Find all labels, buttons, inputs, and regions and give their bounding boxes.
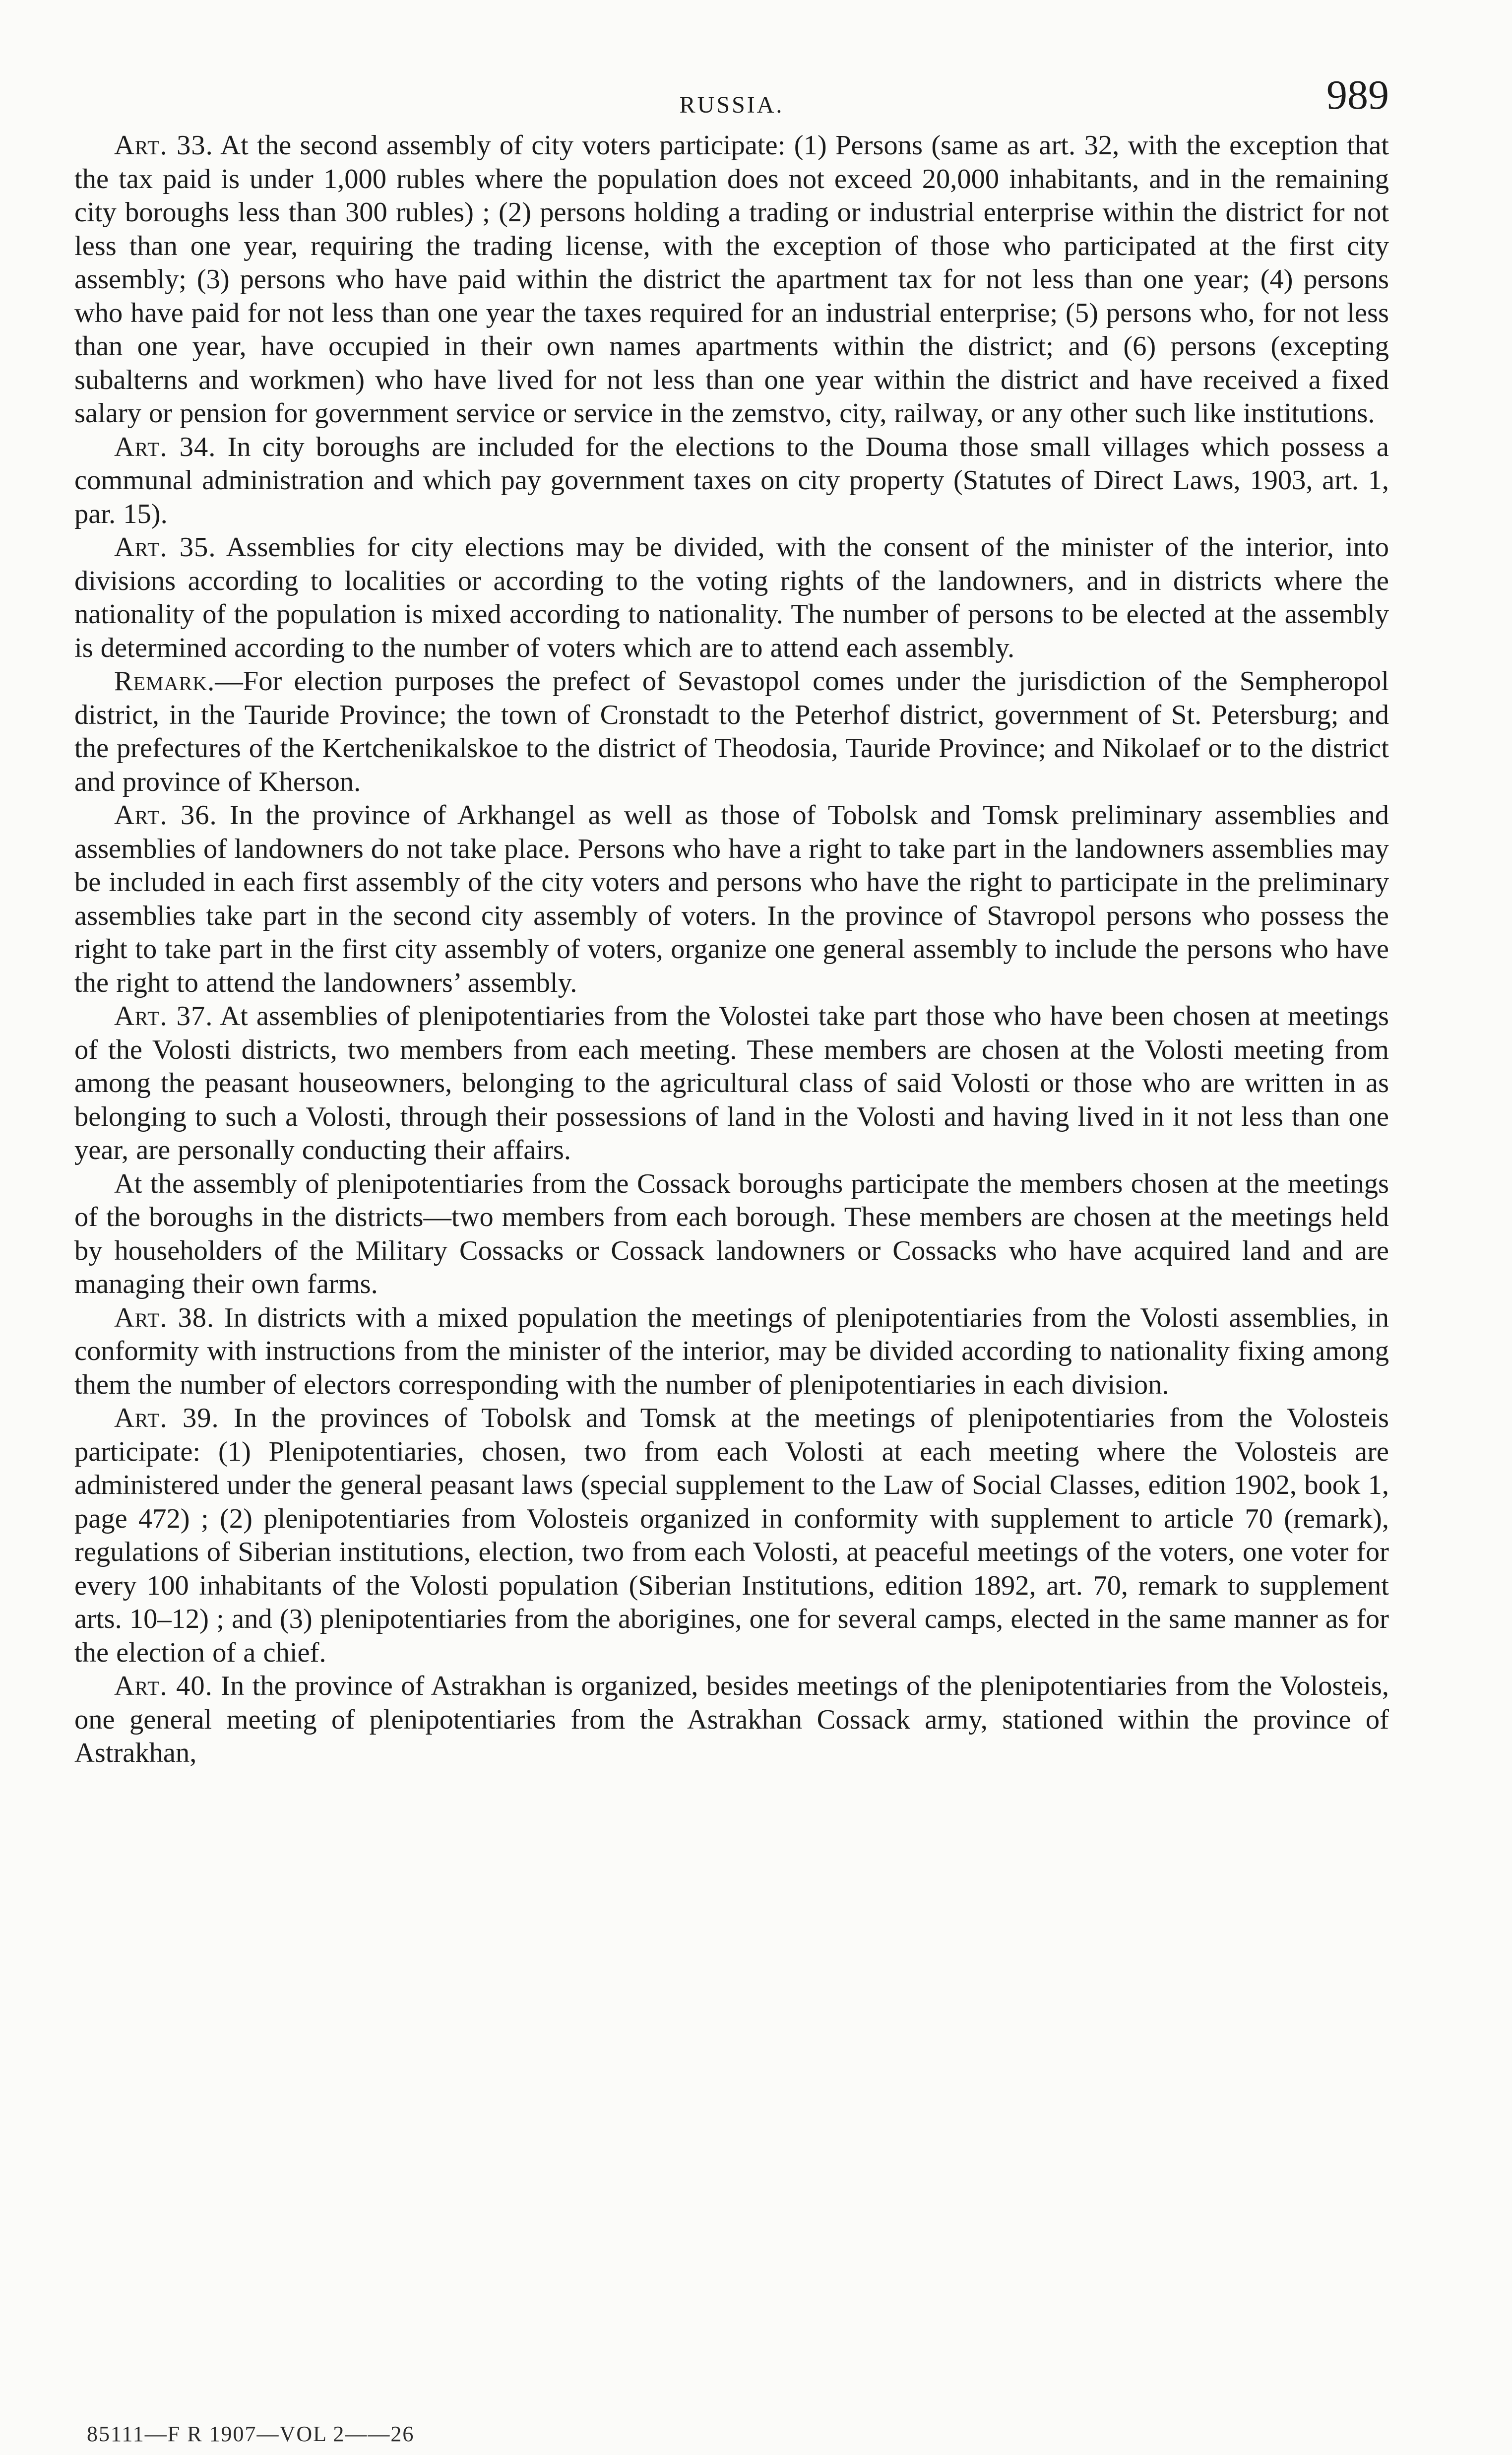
- paragraph-text: In city boroughs are included for the elections to the Douma those small villages which possess a communal administration and which pay government taxes on city property (Statutes of Direct Laws, 1903, art. 1, par. 15).: [74, 431, 1389, 529]
- paragraph-art-39: [74, 1402, 1389, 1670]
- body-text: [74, 129, 1389, 1770]
- page-header: [74, 74, 1389, 129]
- article-label: Art. 39.: [114, 1403, 219, 1433]
- paragraph-text: In districts with a mixed population the meetings of plenipotentiaries from the Volosti assemblies, in conformity with instructions from the minister of the interior, may be divided according to nationality fixing among them the number of electors corresponding with the number of plenipotentiaries in each division.: [74, 1302, 1389, 1400]
- paragraph-text: In the province of Astrakhan is organized, besides meetings of the plenipotentiaries from the Volosteis, one general meeting of plenipotentiaries from the Astrakhan Cossack army, stationed within the province of Astrakhan,: [74, 1671, 1389, 1768]
- article-label: Art. 33.: [114, 130, 213, 161]
- paragraph-art-37-continued: [74, 1167, 1389, 1301]
- paragraph-art-37: [74, 1000, 1389, 1167]
- paragraph-text: At the assembly of plenipotentiaries from the Cossack boroughs participate the members chosen at the meetings of the boroughs in the districts—two members from each borough. These members are chosen at the meetings held by householders of the Military Cossacks or Cossack landowners or Cossacks who have acquired land and are managing their own farms.: [74, 1168, 1389, 1299]
- printer-signature: 85111—F R 1907—VOL 2——26: [87, 2422, 415, 2446]
- article-label: Art. 38.: [114, 1302, 215, 1333]
- remark-label: Remark.: [114, 666, 215, 697]
- article-label: Art. 40.: [114, 1671, 213, 1701]
- paragraph-text: At the second assembly of city voters participate: (1) Persons (same as art. 32, with the exception that the tax paid is under 1,000 rubles where the population does not exceed 20,000 inhabitants, and in the remaining city boroughs less than 300 rubles) ; (2) persons holding a trading or industrial enterprise within the district for not less than one year, requiring the trading license, with the exception of those who participated at the first city assembly; (3) persons who have paid within the district the apartment tax for not less than one year; (4) persons who have paid for not less than one year the taxes required for an industrial enterprise; (5) persons who, for not less than one year, have occupied in their own names apartments within the district; and (6) persons (excepting subalterns and workmen) who have lived for not less than one year within the district and have received a fixed salary or pension for government service or service in the zemstvo, city, railway, or any other such like institutions.: [74, 130, 1389, 429]
- document-page: [74, 74, 1389, 1770]
- paragraph-text: In the provinces of Tobolsk and Tomsk at the meetings of plenipotentiaries from the Volosteis participate: (1) Plenipotentiaries, chosen, two from each Volosti at each meeting where the Volosteis are administered under the general peasant laws (special supplement to the Law of Social Classes, edition 1902, book 1, page 472) ; (2) plenipotentiaries from Volosteis organized in conformity with supplement to article 70 (remark), regulations of Siberian institutions, election, two from each Volosti, at peaceful meetings of the voters, one voter for every 100 inhabitants of the Volosti population (Siberian Institutions, edition 1892, art. 70, remark to supplement arts. 10–12) ; and (3) plenipotentiaries from the aborigines, one for several camps, elected in the same manner as for the election of a chief.: [74, 1403, 1389, 1668]
- paragraph-art-38: [74, 1301, 1389, 1402]
- paragraph-art-34: [74, 431, 1389, 531]
- article-label: Art. 34.: [114, 431, 216, 462]
- paragraph-text: —For election purposes the prefect of Sevastopol comes under the jurisdiction of the Sempheropol district, in the Tauride Province; the town of Cronstadt to the Peterhof district, government of St. Petersburg; and the prefectures of the Kertchenikalskoe to the district of Theodosia, Tauride Province; and Nikolaef or to the district and province of Kherson.: [74, 666, 1389, 797]
- paragraph-art-35: [74, 531, 1389, 665]
- page-number: 989: [1326, 72, 1389, 118]
- article-label: Art. 37.: [114, 1001, 213, 1032]
- article-label: Art. 35.: [114, 532, 216, 563]
- running-head: RUSSIA.: [679, 92, 784, 118]
- paragraph-remark: [74, 665, 1389, 799]
- paragraph-text: At assemblies of plenipotentiaries from the Volostei take part those who have been chosen at meetings of the Volosti districts, two members from each meeting. These members are chosen at the Volosti meeting from among the peasant houseowners, belonging to the agricultural class of said Volosti or those who are written in as belonging to such a Volosti, through their possessions of land in the Volosti and having lived in it not less than one year, are personally conducting their affairs.: [74, 1001, 1389, 1165]
- paragraph-art-33: [74, 129, 1389, 431]
- paragraph-text: In the province of Arkhangel as well as those of Tobolsk and Tomsk preliminary assemblies and assemblies of landowners do not take place. Persons who have a right to take part in the landowners assemblies may be included in each first assembly of the city voters and persons who have the right to participate in the preliminary assemblies take part in the second city assembly of voters. In the province of Stavropol persons who possess the right to take part in the first city assembly of voters, organize one general assembly to include the persons who have the right to attend the landowners’ assembly.: [74, 800, 1389, 998]
- article-label: Art. 36.: [114, 800, 217, 831]
- paragraph-text: Assemblies for city elections may be divided, with the consent of the minister of the interior, into divisions according to localities or according to the voting rights of the landowners, and in districts where the nationality of the population is mixed according to nationality. The number of persons to be elected at the assembly is determined according to the number of voters which are to attend each assembly.: [74, 532, 1389, 663]
- paragraph-art-40: [74, 1670, 1389, 1770]
- paragraph-art-36: [74, 799, 1389, 1000]
